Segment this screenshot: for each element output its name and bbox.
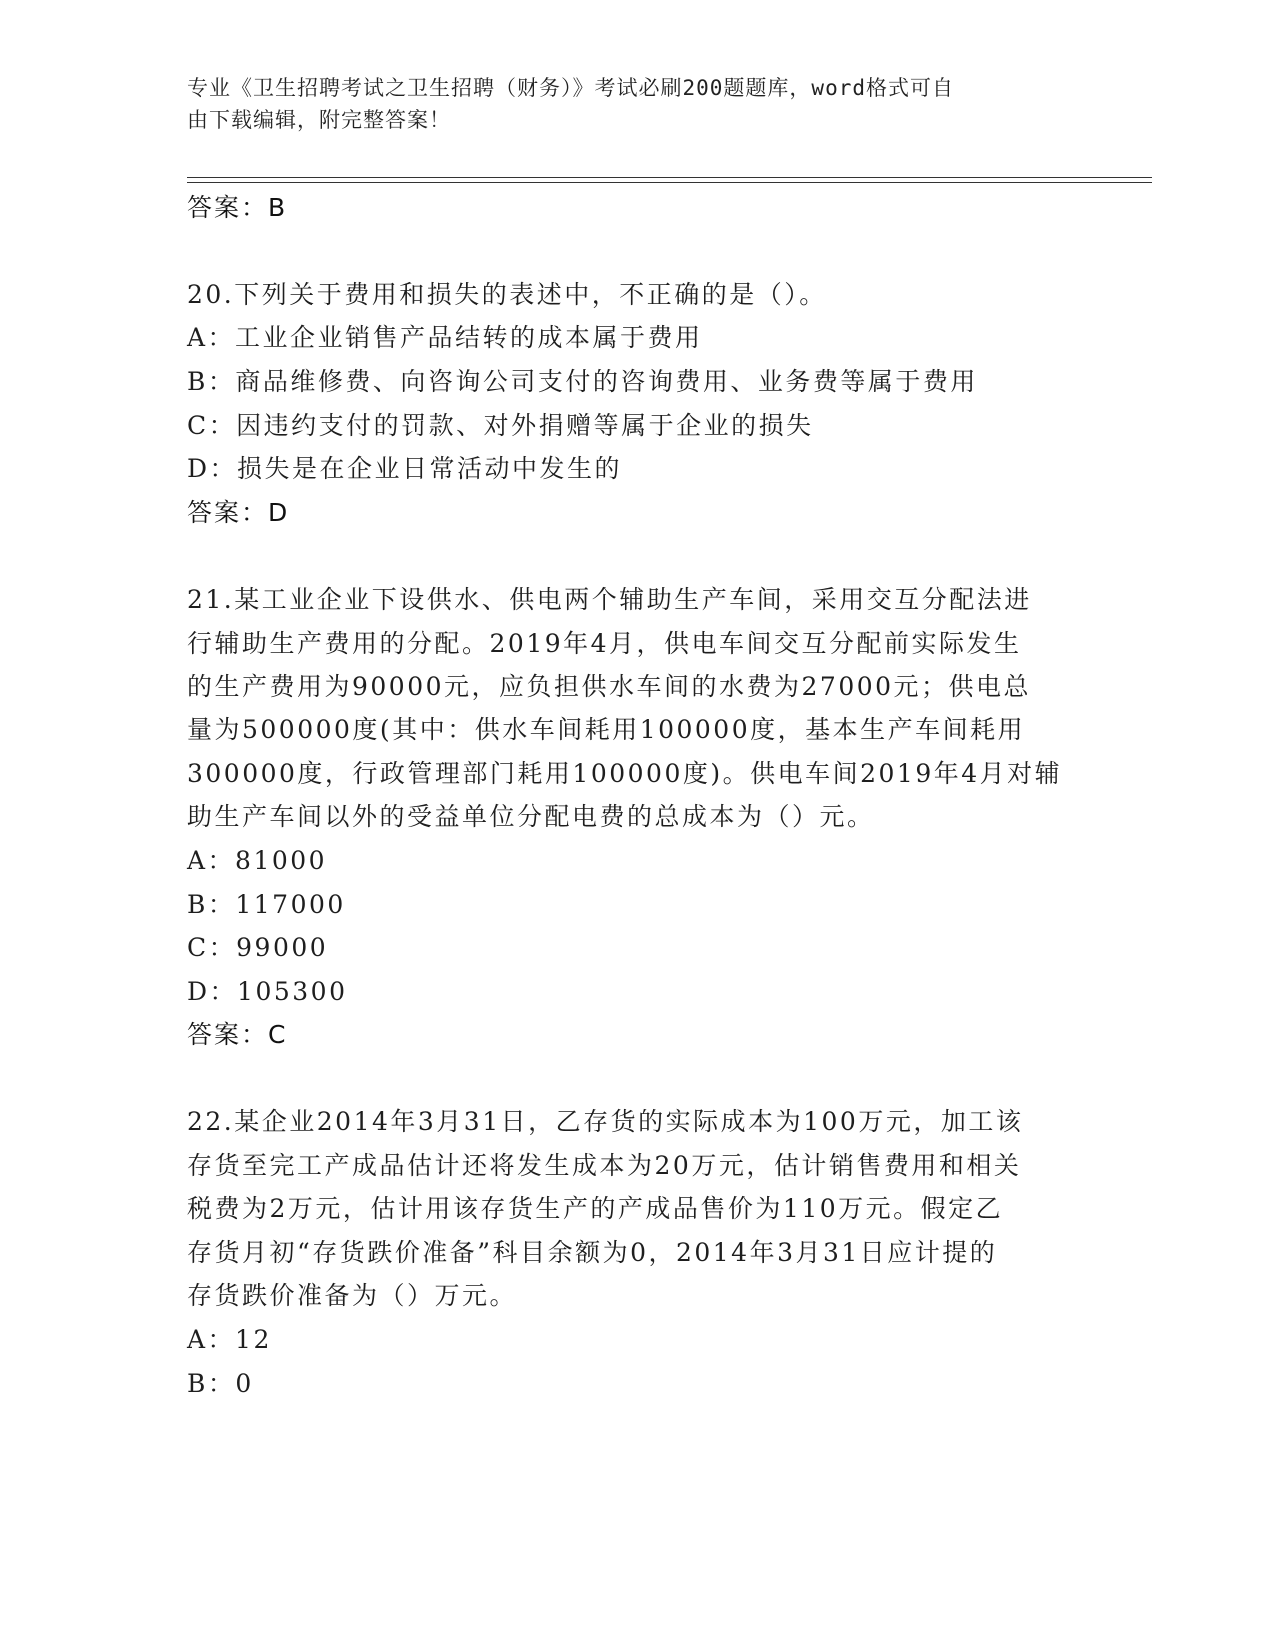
header-line-2: 由下载编辑，附完整答案！ <box>187 108 451 132</box>
question-stem-line: 存货至完工产成品估计还将发生成本为20万元，估计销售费用和相关 <box>187 1151 1022 1180</box>
question-answer: 答案：D <box>187 498 290 527</box>
question-stem-line: 量为500000度(其中：供水车间耗用100000度，基本生产车间耗用 <box>187 715 1026 744</box>
question-stem-line: 税费为2万元，估计用该存货生产的产成品售价为110万元。假定乙 <box>187 1194 1004 1223</box>
option-b: B：0 <box>187 1369 254 1398</box>
question-stem-line: 21.某工业企业下设供水、供电两个辅助生产车间，采用交互分配法进 <box>187 585 1032 614</box>
question-stem-line: 22.某企业2014年3月31日，乙存货的实际成本为100万元，加工该 <box>187 1107 1024 1136</box>
question-answer: 答案：C <box>187 1020 288 1049</box>
question-stem-line: 存货月初“存货跌价准备”科目余额为0，2014年3月31日应计提的 <box>187 1238 998 1267</box>
question-stem-line: 20.下列关于费用和损失的表述中，不正确的是（）。 <box>187 280 827 309</box>
option-d: D：105300 <box>187 977 348 1006</box>
document-header <box>187 72 1067 136</box>
option-a: A：81000 <box>187 846 328 875</box>
question-stem-line: 的生产费用为90000元，应负担供水车间的水费为27000元；供电总 <box>187 672 1032 701</box>
option-c: C：99000 <box>187 933 329 962</box>
header-line-1: 专业《卫生招聘考试之卫生招聘（财务）》考试必刷200题题库，word格式可自 <box>187 76 954 100</box>
question-stem-line: 助生产车间以外的受益单位分配电费的总成本为（）元。 <box>187 802 875 831</box>
question-stem-line: 行辅助生产费用的分配。2019年4月，供电车间交互分配前实际发生 <box>187 629 1022 658</box>
question-stem-line: 300000度，行政管理部门耗用100000度)。供电车间2019年4月对辅 <box>187 759 1063 788</box>
option-a: A：12 <box>187 1325 272 1354</box>
option-a: A：工业企业销售产品结转的成本属于费用 <box>187 323 703 352</box>
option-d: D：损失是在企业日常活动中发生的 <box>187 454 623 483</box>
question-stem-line: 存货跌价准备为（）万元。 <box>187 1281 518 1310</box>
previous-answer: 答案：B <box>187 193 288 222</box>
header-divider-top <box>187 177 1152 178</box>
option-b: B：商品维修费、向咨询公司支付的咨询费用、业务费等属于费用 <box>187 367 978 396</box>
option-b: B：117000 <box>187 890 346 919</box>
header-divider-bottom <box>187 182 1152 183</box>
option-c: C：因违约支付的罚款、对外捐赠等属于企业的损失 <box>187 411 814 440</box>
